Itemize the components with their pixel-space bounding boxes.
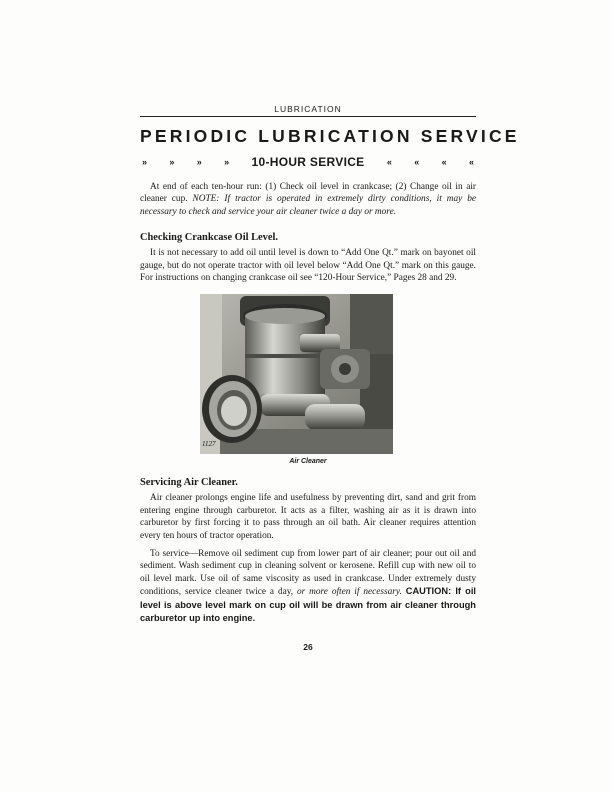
header-rule [140,116,476,117]
subhead-label: 10-HOUR SERVICE [251,155,365,169]
figure-number: 1127 [202,440,216,449]
note-text: If tractor is operated in extremely dirty conditions, it may be necessary to check and service your air cleaner twice a day or more. [140,194,477,217]
service-italic: or more often if necessary. [297,587,402,598]
figure-caption: Air Cleaner [289,458,327,466]
left-chevron-mark: » [142,157,148,167]
right-chevron-mark: « [441,157,447,167]
caution-text: CAUTION: If oil level is above level mark on cup oil will be drawn from air cleaner through carburetor up into engine. [140,586,477,624]
note-label: NOTE: [192,194,220,205]
left-chevron-mark: » [224,157,230,167]
right-chevron-mark: « [414,157,420,167]
left-chevron-mark: » [196,157,202,167]
page-title: PERIODIC LUBRICATION SERVICE [140,126,520,146]
air-cleaner-photo [200,294,393,454]
page [140,104,520,652]
air-cleaner-paragraph: Air cleaner prolongs engine life and usefulness by preventing dirt, sand and grit from entering engine through carburetor. It acts as a filter, washing air as it is drawn into carburetor by first forcing it to pass through an oil bath. Air cleaner requires attention every ten hours of tractor operation. [140,493,476,541]
page-number: 26 [303,641,313,652]
crankcase-heading: Checking Crankcase Oil Level. [140,232,278,244]
running-head: LUBRICATION [274,104,342,114]
air-cleaner-heading: Servicing Air Cleaner. [140,477,238,489]
intro-paragraph [140,181,476,218]
left-chevron-mark: » [169,157,175,167]
intro-text: At end of each ten-hour run: (1) Check oil level in crankcase; (2) Change oil in air cleaner cup. [140,182,476,205]
right-chevron-mark: « [386,157,392,167]
crankcase-paragraph: It is not necessary to add oil until level is down to “Add One Qt.” mark on bayonet oil gauge, but do not operate tractor with oil level below “Add One Qt.” mark on this gauge. For instructions on changing crankcase oil see “120-Hour Service,” Pages 28 and 29. [140,248,476,284]
right-chevron-mark: « [468,157,474,167]
service-paragraph [140,548,476,625]
air-cleaner-illustration [200,294,393,454]
service-text: To service—Remove oil sediment cup from lower part of air cleaner; pour out oil and sediment. Wash sediment cup in cleaning solvent or kerosene. Refill cup with new oil to oil level mark. Use oil of same viscosity as used in crankcase. Under extremely dusty conditions, service cleaner twice a day, [140,549,476,598]
section-subhead [142,155,474,169]
